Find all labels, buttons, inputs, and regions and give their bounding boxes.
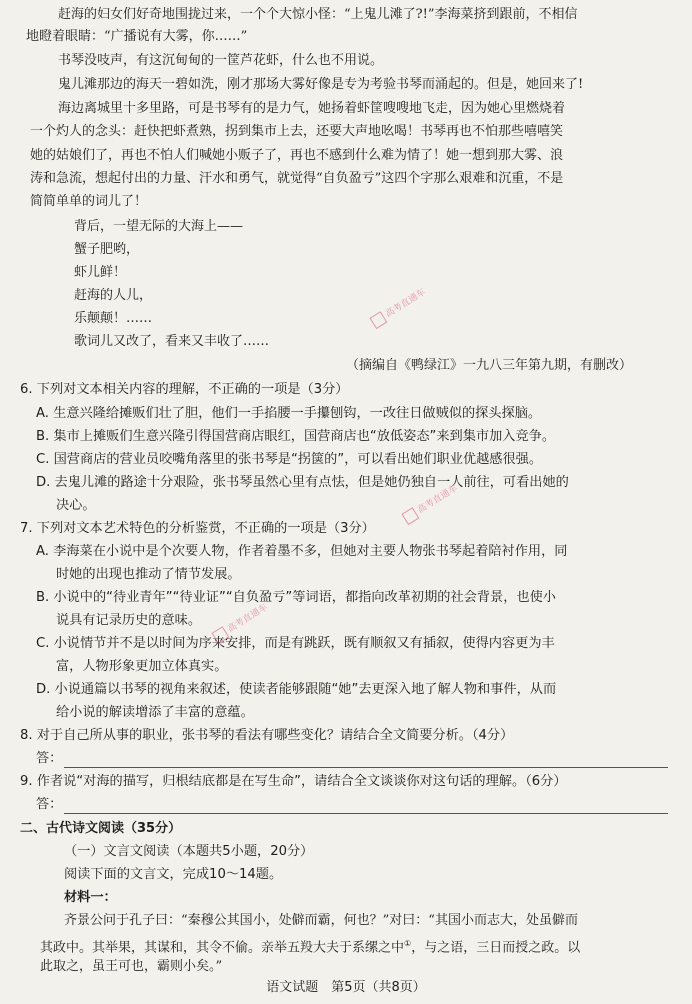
poem-line: 歌词儿又改了，看来又丰收了…… (74, 334, 270, 349)
question-8-stem: 8. 对于自己所从事的职业，张书琴的看法有哪些变化？请结合全文简要分析。（4分） (20, 728, 514, 743)
question-6-stem: 6. 下列对文本相关内容的理解，不正确的一项是（3分） (20, 382, 349, 397)
passage-line: 一个灼人的念头：赶快把虾煮熟，拐到集市上去，还要大声地吆喝！书琴再也不怕那些嘻嘻笑 (30, 124, 564, 139)
passage-line: 书琴没吱声，有这沉甸甸的一筐芦花虾，什么也不用说。 (58, 53, 384, 68)
q6-option-d-cont: 决心。 (56, 498, 96, 513)
page-footer: 语文试题 第5页（共8页） (266, 980, 426, 995)
q6-option-b: B. 集市上摊贩们生意兴隆引得国营商店眼红，国营商店也“放低姿态”来到集市加入竞争。 (36, 429, 556, 444)
classical-text-segment: 其政中。其举果，其谋和，其令不偷。亲举五羖大夫于系缧之中 (40, 940, 405, 956)
q7-option-d-cont: 给小说的解读增添了丰富的意蕴。 (56, 705, 254, 720)
passage-line: 简简单单的词儿了！ (30, 194, 148, 209)
passage-line: 她的姑娘们了，再也不怕人们喊她小贩子了，再也不感到什么难为情了！她一想到那大雾、浪 (30, 148, 564, 163)
poem-line: 虾儿鲜！ (74, 265, 127, 280)
q7-option-c-cont: 富，人物形象更加立体真实。 (56, 659, 228, 674)
question-9-stem: 9. 作者说“对海的描写，归根结底都是在写生命”，请结合全文谈谈你对这句话的理解。（6分） (20, 774, 567, 789)
q7-option-a-cont: 时她的出现也推动了情节发展。 (56, 567, 241, 582)
section-2-title: 二、古代诗文阅读（35分） (20, 821, 182, 836)
section-2-subtitle: （一）文言文阅读（本题共5小题，20分） (64, 844, 314, 859)
passage-line: 赶海的妇女们好奇地围拢过来，一个个大惊小怪：“上鬼儿滩了?!”李海菜挤到跟前，不相信 (58, 7, 578, 22)
q6-option-a: A. 生意兴隆给摊贩们壮了胆，他们一手掐腰一手攥刨钩，一改往日做贼似的探头探脑。 (36, 406, 542, 421)
q6-option-c: C. 国营商店的营业员咬嘴角落里的张书琴是“拐箧的”，可以看出她们职业优越感很强。 (36, 452, 543, 467)
q7-option-d: D. 小说通篇以书琴的视角来叙述，使读者能够跟随“她”去更深入地了解人物和事件，从而 (36, 682, 557, 697)
passage-line: 鬼儿滩那边的海天一碧如洗，刚才那场大雾好像是专为考验书琴而涌起的。但是，她回来了! (58, 77, 584, 92)
section-2-instruction: 阅读下面的文言文，完成10～14题。 (64, 867, 283, 882)
watermark-logo: 高考直通车 (211, 600, 270, 644)
poem-line: 赶海的人儿， (74, 288, 153, 303)
classical-text-line: 齐景公问于孔子曰：“秦穆公其国小，处僻而霸，何也？”对曰：“其国小而志大，处虽僻而 (64, 913, 578, 928)
passage-line: 地瞪着眼睛：“广播说有大雾，你……” (26, 29, 248, 44)
question-7-stem: 7. 下列对文本艺术特色的分析鉴赏，不正确的一项是（3分） (20, 521, 375, 536)
watermark-logo: 高考直通车 (369, 285, 428, 329)
watermark-logo: 高考直通车 (401, 481, 460, 525)
q7-option-a: A. 李海菜在小说中是个次要人物，作者着墨不多，但她对主要人物张书琴起着陪衬作用，同 (36, 544, 568, 559)
classical-text-line: 此取之，虽王可也，霸则小矣。” (40, 959, 223, 974)
q8-answer-label: 答： (36, 751, 63, 766)
material-1-label: 材料一： (64, 890, 117, 905)
q6-option-d: D. 去鬼儿滩的路途十分艰险，张书琴虽然心里有点怯，但是她仍独自一人前往，可看出她的 (36, 475, 569, 490)
classical-text-segment: ，与之语，三日而授之政。以 (411, 940, 581, 956)
classical-text-line (40, 935, 672, 957)
poem-line: 背后，一望无际的大海上—— (74, 219, 244, 234)
q9-answer-line[interactable] (64, 813, 668, 814)
q7-option-b-cont: 说具有记录历史的意味。 (56, 613, 202, 628)
footnote-marker: ① (404, 939, 412, 948)
poem-line: 乐颠颠！…… (74, 311, 153, 326)
q9-answer-label: 答： (36, 797, 63, 812)
passage-line: 海边离城里十多里路，可是书琴有的是力气，她扬着虾筐嗖嗖地飞走，因为她心里燃烧着 (58, 101, 566, 116)
q8-answer-line[interactable] (64, 767, 668, 768)
q7-option-b: B. 小说中的“待业青年”“待业证”“自负盈亏”等词语，都指向改革初期的社会背景，也使小 (36, 590, 556, 605)
source-citation: （摘编自《鸭绿江》一九八三年第九期，有删改） (346, 358, 633, 373)
poem-line: 蟹子肥哟， (74, 242, 140, 257)
q7-option-c: C. 小说情节并不是以时间为序来安排，而是有跳跃，既有顺叙又有插叙，使得内容更为丰 (36, 636, 555, 651)
passage-line: 涛和急流，想起付出的力量、汗水和勇气，就觉得“自负盈亏”这四个字那么艰难和沉重，不是 (30, 171, 564, 186)
